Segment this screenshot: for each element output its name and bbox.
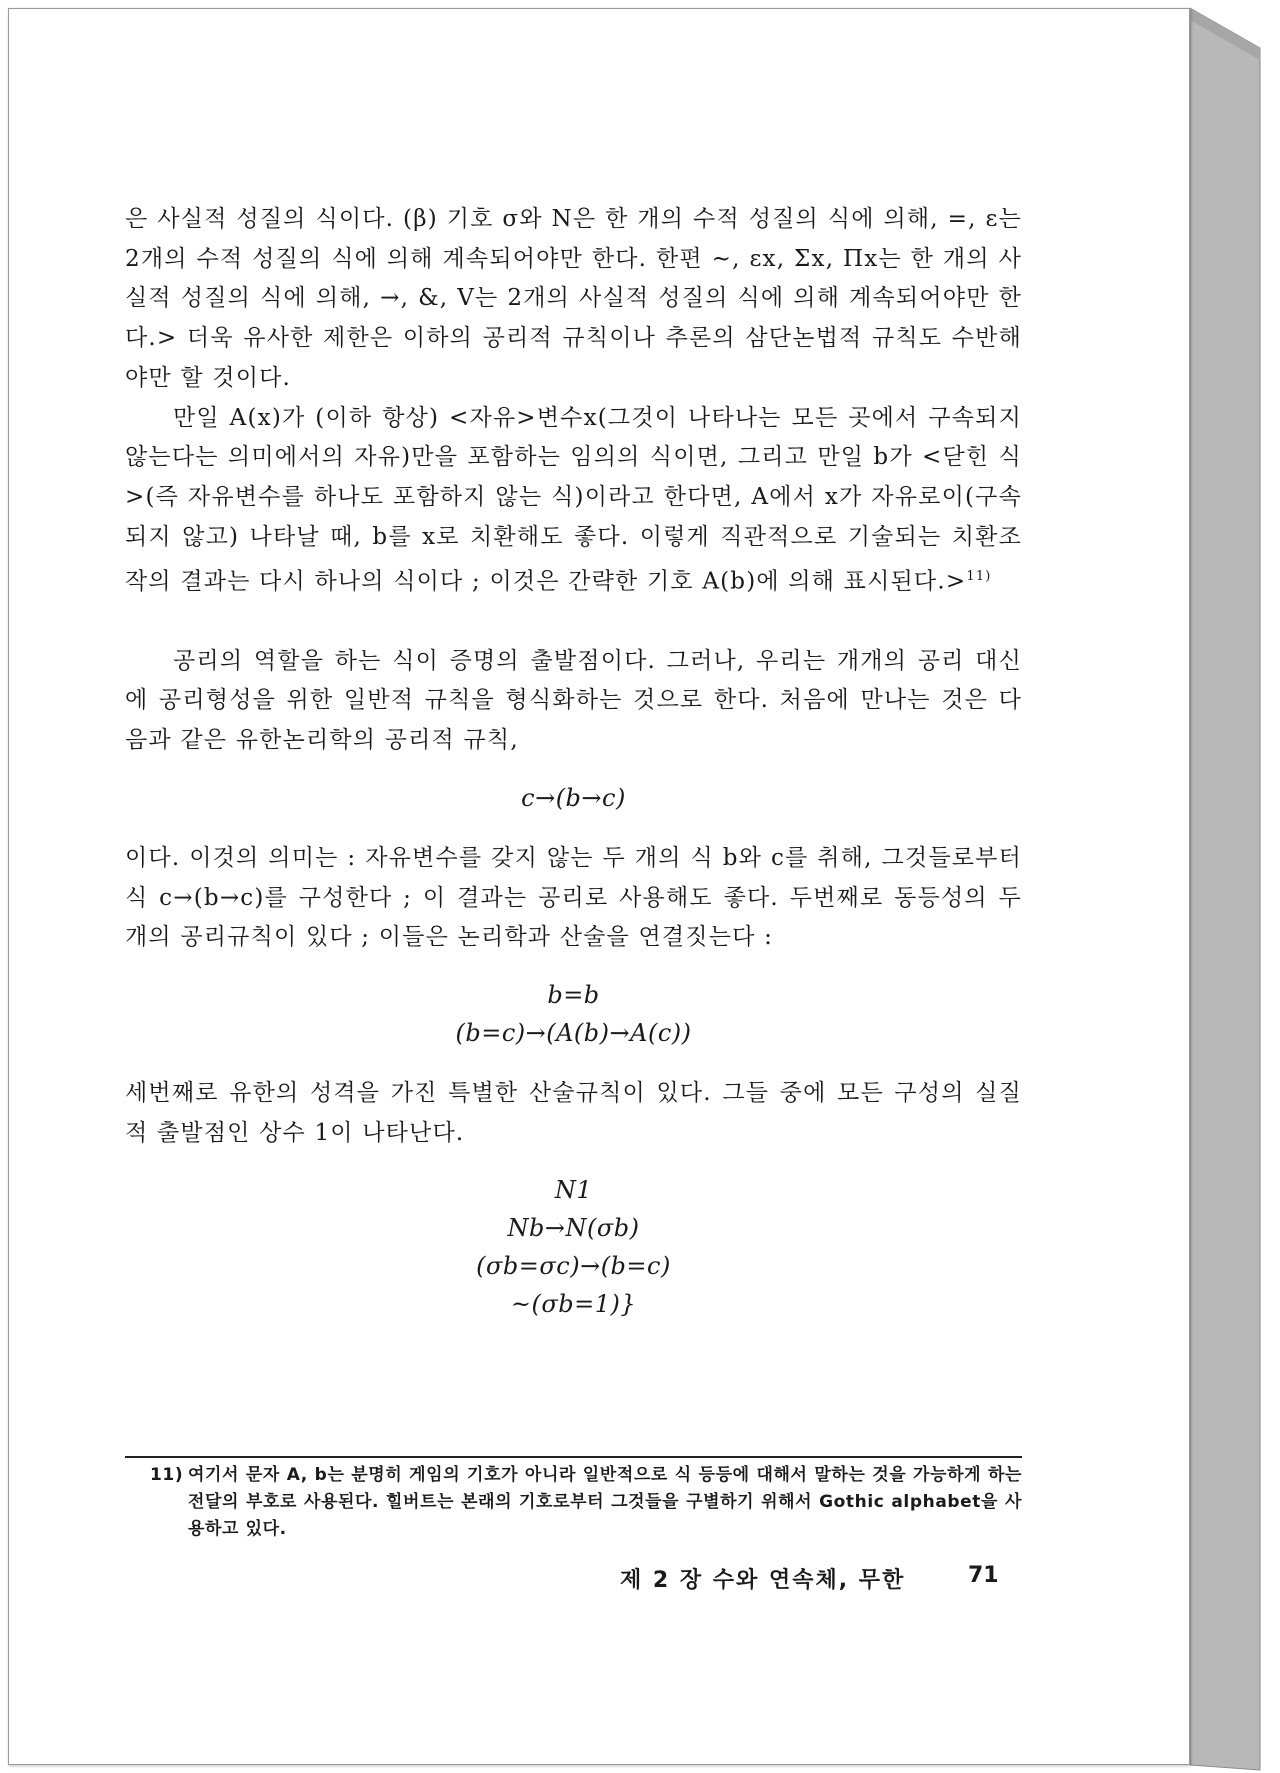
- chapter-title: 제 2 장 수와 연속체, 무한: [620, 1568, 906, 1593]
- paragraph-2: [125, 399, 1022, 603]
- formula-arith-3: (σb=σc)→(b=c): [476, 1252, 671, 1281]
- page-footer: [620, 1563, 1010, 1594]
- paragraph-3: 공리의 역할을 하는 식이 증명의 출발점이다. 그러나, 우리는 개개의 공리 대신에 공리형성을 위한 일반적 규칙을 형식화하는 것으로 한다. 처음에 만나는 것은 다음과 같은 유한논리학의 공리적 규칙,: [125, 647, 1022, 754]
- paragraph-4: 이다. 이것의 의미는 : 자유변수를 갖지 않는 두 개의 식 b와 c를 취해, 그것들로부터 식 c→(b→c)를 구성한다 ; 이 결과는 공리로 사용해도 좋다. 두번째로 동등성의 두 개의 공리규칙이 있다 ; 이들은 논리학과 산술을 연결짓는다 :: [125, 844, 1022, 951]
- formula-block-3: [125, 1171, 1022, 1323]
- formula-equality-2: (b=c)→(A(b)→A(c)): [455, 1018, 692, 1047]
- footnote: [150, 1462, 1022, 1543]
- formula-equality-1: b=b: [547, 980, 600, 1009]
- page-number: 71: [968, 1563, 999, 1588]
- paragraph-1: 은 사실적 성질의 식이다. (β) 기호 σ와 N은 한 개의 수적 성질의 식에 의해, =, ε는 2개의 수적 성질의 식에 의해 계속되어야만 한다. 한편 ~, εx, Σx, Πx는 한 개의 사실적 성질의 식에 의해, →, &, V는 2개의 사실적 성질의 식에 의해 계속되어야만 한다.> 더욱 유사한 제한은 이하의 공리적 규칙이나 추론의 삼단논법적 규칙도 수반해야만 할 것이다.: [125, 206, 1022, 391]
- formula-arith-1: N1: [554, 1176, 593, 1205]
- book-edge-decoration: [1190, 0, 1274, 1773]
- page-body: [125, 200, 1022, 1345]
- footnote-reference[interactable]: 11): [966, 569, 992, 585]
- formula-arith-2: Nb→N(σb): [507, 1214, 640, 1243]
- formula-block-2: [125, 976, 1022, 1052]
- footnote-text: 여기서 문자 A, b는 분명히 게임의 기호가 아니라 일반적으로 식 등등에 대해서 말하는 것을 가능하게 하는 전달의 부호로 사용된다. 힐버트는 본래의 기호로부터 그것들을 구별하기 위해서 Gothic alphabet을 사용하고 있다.: [188, 1465, 1022, 1539]
- footnote-divider: [125, 1456, 1022, 1458]
- formula-arith-4: ~(σb=1)}: [510, 1290, 637, 1319]
- footnote-number: 11): [150, 1465, 184, 1485]
- formula-block-1: [125, 779, 1022, 817]
- paragraph-5: 세번째로 유한의 성격을 가진 특별한 산술규칙이 있다. 그들 중에 모든 구성의 실질적 출발점인 상수 1이 나타난다.: [125, 1079, 1022, 1146]
- formula-axiom-logic: c→(b→c): [521, 783, 626, 812]
- paragraph-2-text: 만일 A(x)가 (이하 항상) <자유>변수x(그것이 나타나는 모든 곳에서 구속되지 않는다는 의미에서의 자유)만을 포함하는 임의의 식이면, 그리고 만일 b가 <닫힌 식>(즉 자유변수를 하나도 포함하지 않는 식)이라고 한다면, A에서 x가 자유로이(구속되지 않고) 나타날 때, b를 x로 치환해도 좋다. 이렇게 직관적으로 기술되는 치환조작의 결과는 다시 하나의 식이다 ; 이것은 간략한 기호 A(b)에 의해 표시된다.>: [125, 404, 1022, 595]
